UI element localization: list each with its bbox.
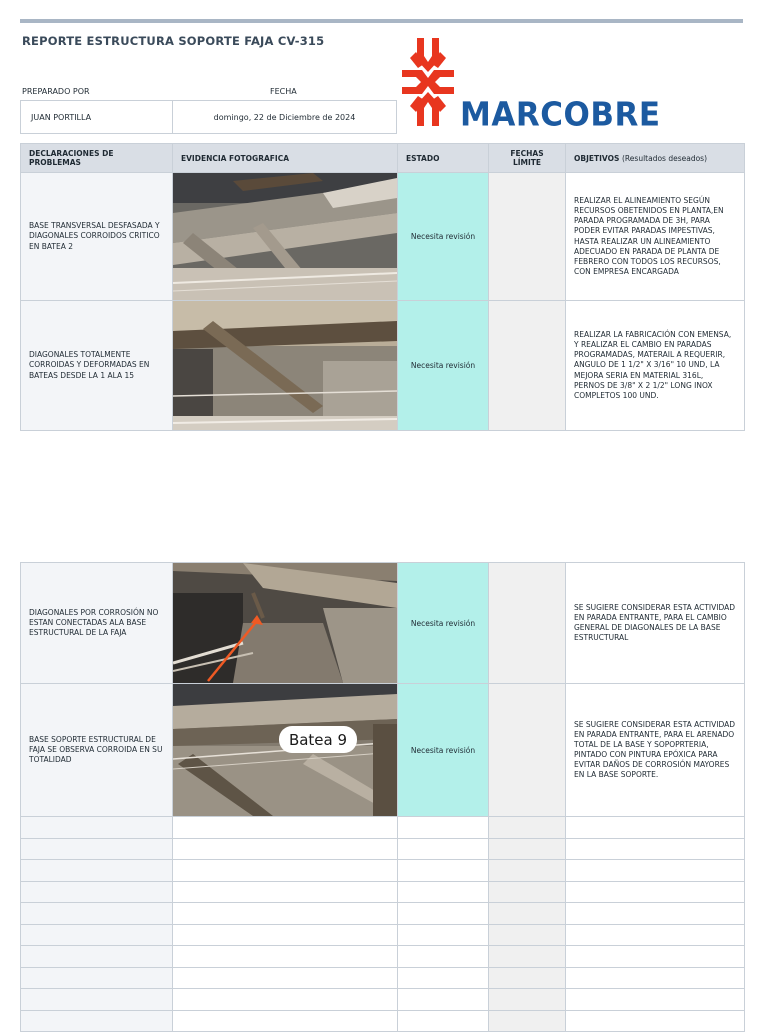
empty-cell[interactable] [398,903,489,925]
status-cell[interactable]: Necesita revisión [398,173,489,301]
objective-cell[interactable]: SE SUGIERE CONSIDERAR ESTA ACTIVIDAD EN PARADA ENTRANTE, PARA EL CAMBIO GENERAL DE DIAGONALES DE LA BASE ESTRUCTURAL [566,563,745,684]
empty-cell[interactable] [489,817,566,839]
deadline-cell[interactable] [489,301,566,431]
empty-row [21,860,745,882]
deadline-cell[interactable] [489,173,566,301]
empty-cell[interactable] [566,903,745,925]
photo-cell[interactable] [173,301,398,431]
empty-cell[interactable] [173,1010,398,1032]
col-status: ESTADO [398,144,489,173]
col-objectives-suffix: (Resultados deseados) [622,153,708,163]
objective-cell[interactable]: SE SUGIERE CONSIDERAR ESTA ACTIVIDAD EN PARADA ENTRANTE, PARA EL ARENADO TOTAL DE LA BASE Y SOPOPRTERIA, PINTADO CON PINTURA EPÓXICA PARA EVITAR DAÑOS DE CORROSIÓN MAYORES EN LA BASE SOPORTE. [566,684,745,817]
date-field[interactable] [172,100,397,134]
deadline-cell[interactable] [489,563,566,684]
empty-cell[interactable] [566,860,745,882]
empty-cell[interactable] [398,1010,489,1032]
empty-row [21,838,745,860]
empty-cell[interactable] [489,881,566,903]
empty-cell[interactable] [173,838,398,860]
photo-cell[interactable] [173,684,398,817]
col-objectives-label: OBJETIVOS [574,153,620,163]
prepared-by-label: PREPARADO POR [22,87,90,96]
empty-cell[interactable] [21,838,173,860]
problem-cell[interactable]: DIAGONALES POR CORROSIÓN NO ESTAN CONECTADAS ALA BASE ESTRUCTURAL DE LA FAJA [21,563,173,684]
batea-label: Batea 9 [288,730,348,749]
status-cell[interactable]: Necesita revisión [398,684,489,817]
problem-cell[interactable]: BASE SOPORTE ESTRUCTURAL DE FAJA SE OBSERVA CORROIDA EN SU TOTALIDAD [21,684,173,817]
empty-cell[interactable] [173,903,398,925]
status-cell[interactable]: Necesita revisión [398,563,489,684]
problem-cell[interactable]: BASE TRANSVERSAL DESFASADA Y DIAGONALES CORROIDOS CRITICO EN BATEA 2 [21,173,173,301]
empty-cell[interactable] [21,946,173,968]
empty-cell[interactable] [398,860,489,882]
report-title: REPORTE ESTRUCTURA SOPORTE FAJA CV-315 [22,34,325,48]
empty-cell[interactable] [173,817,398,839]
empty-cell[interactable] [398,924,489,946]
empty-row [21,924,745,946]
empty-cell[interactable] [173,924,398,946]
deadline-cell[interactable] [489,684,566,817]
col-deadline: FECHAS LÍMITE [489,144,566,173]
empty-cell[interactable] [489,838,566,860]
table-row [21,301,745,431]
empty-cell[interactable] [21,860,173,882]
table-row [21,684,745,817]
photo-cell[interactable] [173,173,398,301]
objective-cell[interactable]: REALIZAR LA FABRICACIÓN CON EMENSA, Y REALIZAR EL CAMBIO EN PARADAS PROGRAMADAS, MATERAIL A REQUERIR, ANGULO DE 1 1/2" X 3/16" 10 UND, LA MEJORA SERIA EN MATERIAL 316L, PERNOS DE 3/8" X 2 1/2" LONG INOX COMPLETOS 100 UND. [566,301,745,431]
problem-cell[interactable]: DIAGONALES TOTALMENTE CORROIDAS Y DEFORMADAS EN BATEAS DESDE LA 1 ALA 15 [21,301,173,431]
empty-cell[interactable] [21,817,173,839]
empty-row [21,967,745,989]
empty-row [21,1010,745,1032]
top-rule [20,19,743,23]
marcobre-logo-text: MARCOBRE [460,96,661,134]
empty-cell[interactable] [398,817,489,839]
empty-cell[interactable] [566,946,745,968]
evidence-photo-1 [173,173,397,300]
empty-cell[interactable] [173,989,398,1011]
empty-cell[interactable] [398,989,489,1011]
empty-cell[interactable] [566,989,745,1011]
empty-row [21,881,745,903]
status-cell[interactable]: Necesita revisión [398,301,489,431]
date-value: domingo, 22 de Diciembre de 2024 [213,112,356,122]
prepared-by-value: JUAN PORTILLA [31,112,92,122]
empty-row [21,903,745,925]
empty-cell[interactable] [173,946,398,968]
empty-cell[interactable] [21,924,173,946]
empty-cell[interactable] [489,1010,566,1032]
empty-cell[interactable] [566,924,745,946]
evidence-photo-2 [173,301,397,430]
empty-cell[interactable] [398,881,489,903]
table-row [21,563,745,684]
objective-cell[interactable]: REALIZAR EL ALINEAMIENTO SEGÚN RECURSOS OBETENIDOS EN PLANTA,EN PARADA PROGRAMADA DE 3H, PARA PODER EVITAR PARADAS IMPESTIVAS, HASTA REALIZAR UN ALINEAMIENTO ADECUADO EN PARADA DE PLANTA DE FEBRERO CON TODOS LOS RECURSOS, CON EMPRESA ENCARGADA [566,173,745,301]
empty-row [21,817,745,839]
empty-cell[interactable] [173,967,398,989]
empty-cell[interactable] [566,838,745,860]
empty-cell[interactable] [21,903,173,925]
col-problems: DECLARACIONES DE PROBLEMAS [21,144,173,173]
empty-cell[interactable] [398,946,489,968]
empty-cell[interactable] [489,946,566,968]
table-header [21,144,745,173]
empty-row [21,989,745,1011]
empty-cell[interactable] [173,860,398,882]
table-row [21,173,745,301]
empty-cell[interactable] [489,860,566,882]
empty-cell[interactable] [489,967,566,989]
empty-cell[interactable] [398,967,489,989]
photo-cell[interactable] [173,563,398,684]
prepared-by-field[interactable] [20,100,173,134]
empty-cell[interactable] [566,967,745,989]
empty-cell[interactable] [489,924,566,946]
date-label: FECHA [270,87,297,96]
evidence-photo-3 [173,563,397,683]
empty-cell[interactable] [21,881,173,903]
empty-cell[interactable] [566,817,745,839]
issues-table-2 [20,562,745,1032]
empty-cell[interactable] [489,903,566,925]
empty-cell[interactable] [21,989,173,1011]
empty-cell[interactable] [21,967,173,989]
empty-cell[interactable] [566,881,745,903]
empty-cell[interactable] [398,838,489,860]
empty-cell[interactable] [489,989,566,1011]
col-objectives [566,144,745,173]
issues-table-1 [20,143,745,431]
col-evidence: EVIDENCIA FOTOGRAFICA [173,144,398,173]
empty-cell[interactable] [173,881,398,903]
marcobre-mark-icon [400,36,456,128]
empty-cell[interactable] [566,1010,745,1032]
empty-row [21,946,745,968]
empty-cell[interactable] [21,1010,173,1032]
